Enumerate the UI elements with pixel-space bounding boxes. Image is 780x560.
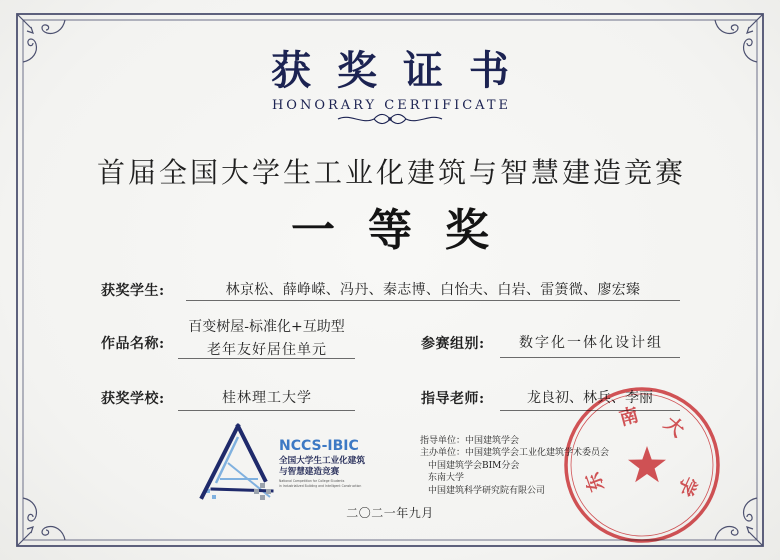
issue-date: 二〇二一年九月 <box>346 506 434 520</box>
advisors-label: 指导老师: <box>421 391 485 407</box>
logo-name-line-1: 全国大学生工业化建筑 <box>279 456 365 466</box>
school-value: 桂林理工大学 <box>222 390 312 406</box>
seal-character: 东 <box>581 469 609 495</box>
school-label: 获奖学校: <box>101 391 165 407</box>
seal-character: 大 <box>659 412 689 442</box>
work-title-line-1: 百变树屋-标准化+互助型 <box>188 319 345 335</box>
competition-name: 首届全国大学生工业化建筑与智慧建造竞赛 <box>96 156 686 189</box>
work-title-label: 作品名称: <box>101 336 165 352</box>
work-title-underline <box>178 358 355 359</box>
logo-english-name <box>279 479 361 488</box>
students-value: 林京松、薛峥嵘、冯丹、秦志博、白怡夫、白岩、雷箦微、廖宏臻 <box>225 282 641 298</box>
organizer-line: 中国建筑科学研究院有限公司 <box>428 486 546 496</box>
logo-name-line-2: 与智慧建造竞赛 <box>279 467 340 477</box>
seal-character: 南 <box>616 403 642 431</box>
logo-acronym: NCCS-IBIC <box>279 438 359 454</box>
official-seal <box>560 383 725 548</box>
group-underline <box>500 357 680 358</box>
organizer-line: 东南大学 <box>428 473 465 483</box>
organizer-line: 主办单位：中国建筑学会工业化建筑学术委员会 <box>420 448 610 458</box>
logo-english-line-1: National Competition for College Students <box>279 479 345 483</box>
seal-character: 学 <box>673 472 701 500</box>
group-value: 数字化一体化设计组 <box>519 335 663 351</box>
certificate-title: 获奖证书 <box>271 47 535 94</box>
school-underline <box>178 410 355 411</box>
award-level: 一等奖 <box>291 205 522 256</box>
organizer-line: 中国建筑学会BIM分会 <box>428 461 520 471</box>
certificate-subtitle: HONORARY CERTIFICATE <box>271 98 512 113</box>
logo-english-line-2: in Industrialized Building and Intelligent Construction <box>279 483 362 488</box>
title-ornament <box>330 110 450 128</box>
work-title-line-2: 老年友好居住单元 <box>207 342 327 358</box>
seal-star-icon <box>628 446 666 482</box>
advisors-value: 龙良初、林兵、李丽 <box>527 390 653 406</box>
students-label: 获奖学生: <box>101 283 165 299</box>
group-label: 参赛组别: <box>421 336 485 352</box>
organizer-line: 指导单位：中国建筑学会 <box>420 436 520 446</box>
students-underline <box>186 300 680 301</box>
competition-logo-icon <box>198 423 280 503</box>
